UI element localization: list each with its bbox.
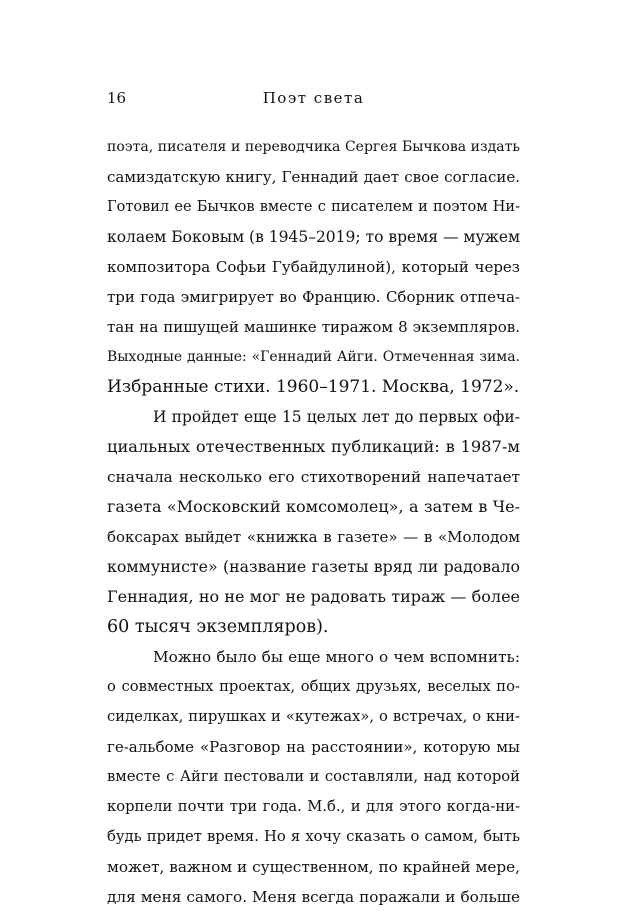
text-line: вместе с Айги пестовали и составляли, над которой — [107, 768, 520, 785]
text-line: коммунисте» (название газеты вряд ли радовало — [107, 557, 520, 576]
text-line: Геннадия, но не мог не радовать тираж — более — [107, 587, 520, 606]
text-line: для меня самого. Меня всегда поражали и больше — [107, 888, 520, 906]
body-text — [107, 132, 520, 912]
page-number: 16 — [107, 89, 127, 107]
text-line: самиздатскую книгу, Геннадий дает свое согласие. — [107, 168, 520, 186]
text-line: ге-альбоме «Разговор на расстоянии», которую мы — [107, 738, 520, 756]
running-title: Поэт света — [262, 89, 365, 107]
text-line: боксарах выйдет «книжка в газете» — в «Молодом — [107, 528, 520, 546]
text-line: тан на пишущей машинке тиражом 8 экземпляров. — [107, 318, 520, 336]
text-line: циальных отечественных публикаций: в 1987-м — [107, 437, 520, 456]
paragraph-first-line: Можно было бы еще много о чем вспомнить: — [153, 648, 520, 666]
text-line: корпели почти три года. М.б., и для этого когда-ни- — [107, 798, 520, 815]
text-line: три года эмигрирует во Францию. Сборник отпеча- — [107, 288, 520, 306]
text-line: поэта, писателя и переводчика Сергея Бычкова издать — [107, 139, 520, 155]
paragraph-last-line: Избранные стихи. 1960–1971. Москва, 1972». — [107, 377, 520, 397]
text-line: Выходные данные: «Геннадий Айги. Отмеченная зима. — [107, 349, 520, 365]
text-line: Готовил ее Бычков вместе с писателем и поэтом Ни- — [107, 199, 520, 215]
page-header — [107, 87, 520, 109]
text-line: сначала несколько его стихотворений напечатает — [107, 468, 520, 486]
text-line: газета «Московский комсомолец», а затем в Че- — [107, 497, 520, 516]
text-line: композитора Софьи Губайдулиной), который через — [107, 258, 520, 276]
text-line: колаем Боковым (в 1945–2019; то время — мужем — [107, 228, 521, 246]
text-line: сиделках, пирушках и «кутежах», о встречах, о кни- — [107, 708, 520, 725]
text-line: будь придет время. Но я хочу сказать о самом, быть — [107, 828, 520, 845]
text-line: может, важном и существенном, по крайней мере, — [107, 858, 520, 876]
paragraph-last-line: 60 тысяч экземпляров). — [107, 617, 329, 637]
text-line: о совместных проектах, общих друзьях, веселых по- — [107, 678, 520, 695]
paragraph-first-line: И пройдет еще 15 целых лет до первых офи- — [153, 408, 520, 426]
